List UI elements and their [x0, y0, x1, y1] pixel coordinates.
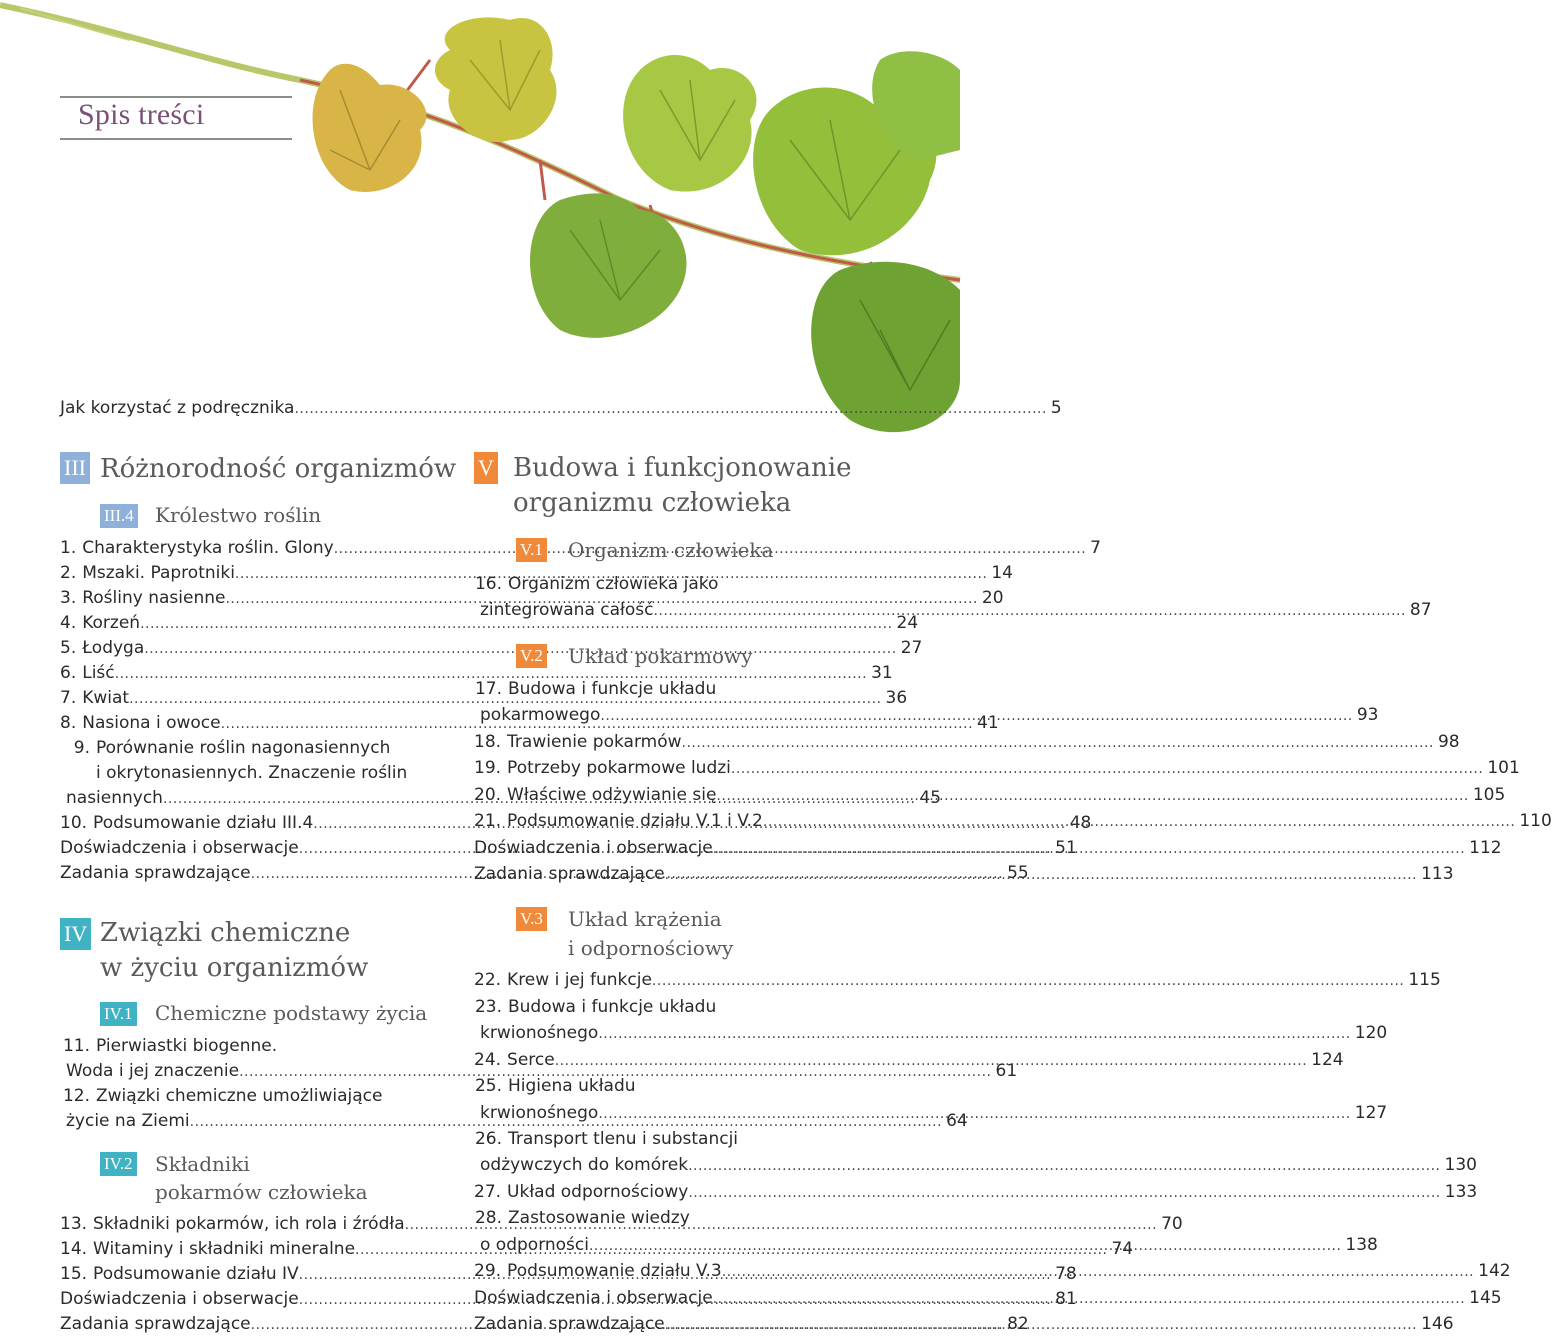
- entry-text: Potrzeby pokarmowe ludzi: [507, 758, 731, 778]
- entry-text: życie na Ziemi: [66, 1111, 190, 1131]
- entry-text: Zadania sprawdzające: [60, 1314, 251, 1334]
- toc-entry[interactable]: [474, 756, 1520, 782]
- entry-text: Witaminy i składniki mineralne: [93, 1239, 356, 1259]
- section-title-V-1: Organizm człowieka: [568, 538, 774, 562]
- part-badge-V: V: [474, 452, 498, 484]
- entry-number: 27.: [474, 1182, 502, 1202]
- entry-page: 51: [1055, 838, 1077, 858]
- entry-page: 130: [1444, 1155, 1477, 1175]
- entry-text: Mszaki. Paprotniki: [82, 563, 235, 583]
- entry-page: 87: [1409, 600, 1432, 620]
- toc-entry-line: [474, 677, 716, 702]
- entry-page: 82: [1007, 1314, 1029, 1334]
- entry-number: 21.: [474, 811, 502, 831]
- part-badge-III: III: [60, 452, 90, 484]
- part-title-III: Różnorodność organizmów: [100, 454, 457, 484]
- entry-page: 48: [1069, 813, 1092, 833]
- entry-page: 145: [1469, 1288, 1502, 1308]
- part-title-IV-line1: Związki chemiczne: [100, 918, 351, 948]
- section-badge-III-4: III.4: [100, 504, 138, 528]
- entry-text: Właściwe odżywianie się: [507, 785, 717, 805]
- entry-number: 4.: [60, 613, 77, 633]
- entry-text: zintegrowana całość: [480, 600, 654, 620]
- toc-entry[interactable]: [60, 861, 1029, 887]
- entry-text: krwionośnego: [480, 1103, 599, 1123]
- dot-leader: [665, 1312, 1417, 1338]
- dot-leader: [600, 703, 1352, 729]
- entry-number: 6.: [60, 663, 77, 683]
- toc-entry[interactable]: [60, 661, 893, 687]
- entry-text: Związki chemiczne umożliwiające: [96, 1086, 383, 1106]
- entry-page: 24: [896, 613, 919, 633]
- entry-number: 9.: [73, 738, 90, 758]
- toc-entry[interactable]: [60, 1287, 1077, 1313]
- entry-page: 138: [1345, 1235, 1378, 1255]
- toc-entry[interactable]: [60, 1312, 1029, 1338]
- entry-page: 101: [1487, 758, 1520, 778]
- toc-entry[interactable]: [474, 1153, 1477, 1179]
- entry-number: 3.: [60, 588, 77, 608]
- entry-text: Kwiat: [82, 688, 130, 708]
- entry-text: Podsumowanie działu IV: [93, 1264, 299, 1284]
- entry-page: 7: [1090, 538, 1101, 558]
- entry-text: Zadania sprawdzające: [474, 1314, 665, 1334]
- entry-text: Doświadczenia i obserwacje: [474, 838, 713, 858]
- section-title-V-2: Układ pokarmowy: [568, 644, 753, 668]
- entry-page: 93: [1356, 705, 1379, 725]
- entry-number: 10.: [60, 813, 88, 833]
- entry-page: 20: [981, 588, 1004, 608]
- entry-number: 16.: [474, 574, 502, 594]
- entry-text: Doświadczenia i obserwacje: [60, 838, 299, 858]
- toc-entry-line: [474, 1127, 738, 1152]
- title-rule-bottom: [60, 138, 292, 140]
- toc-entry-line: i okrytonasiennych. Znaczenie roślin: [96, 763, 408, 783]
- entry-number: 14.: [60, 1239, 88, 1259]
- entry-number: 7.: [60, 688, 77, 708]
- section-title-IV-1: Chemiczne podstawy życia: [155, 1001, 428, 1025]
- entry-text: Krew i jej funkcje: [507, 970, 652, 990]
- section-title-IV-2-line2: pokarmów człowieka: [155, 1180, 368, 1204]
- dot-leader: [598, 1101, 1350, 1127]
- entry-text: Porównanie roślin nagonasiennych: [96, 738, 391, 758]
- entry-page: 133: [1444, 1182, 1478, 1202]
- toc-entry-intro[interactable]: [60, 396, 1062, 422]
- entry-text: Budowa i funkcje układu: [508, 679, 717, 699]
- entry-text: Charakterystyka roślin. Glony: [82, 538, 334, 558]
- entry-page: 110: [1519, 811, 1552, 831]
- entry-number: 29.: [474, 1261, 502, 1281]
- entry-page: 113: [1421, 864, 1454, 884]
- entry-number: 5.: [60, 638, 77, 658]
- entry-text: Nasiona i owoce: [82, 713, 221, 733]
- entry-number: 24.: [474, 1050, 502, 1070]
- entry-text: Składniki pokarmów, ich rola i źródła: [93, 1214, 405, 1234]
- entry-text: Zastosowanie wiedzy: [508, 1208, 690, 1228]
- entry-text: Podsumowanie działu V.1 i V.2: [507, 811, 763, 831]
- dot-leader: [653, 598, 1405, 624]
- toc-entry[interactable]: [474, 968, 1441, 994]
- entry-page: 146: [1421, 1314, 1454, 1334]
- dot-leader: [763, 809, 1515, 835]
- toc-entry[interactable]: [474, 1180, 1478, 1206]
- toc-entry-line: [474, 572, 718, 597]
- entry-number: 22.: [474, 970, 502, 990]
- toc-entry-line: [474, 1206, 690, 1231]
- dot-leader: [652, 968, 1404, 994]
- entry-page: 78: [1055, 1264, 1077, 1284]
- entry-number: 28.: [474, 1208, 502, 1228]
- entry-text: Trawienie pokarmów: [507, 732, 682, 752]
- entry-text: Liść: [82, 663, 115, 683]
- entry-number: 1.: [60, 538, 77, 558]
- leaf-icon: [623, 55, 756, 192]
- entry-text: Budowa i funkcje układu: [508, 997, 717, 1017]
- entry-number: 11.: [62, 1036, 90, 1056]
- entry-page: 64: [946, 1111, 968, 1131]
- part-title-IV-line2: w życiu organizmów: [100, 953, 369, 983]
- toc-entry-line: [474, 1074, 636, 1099]
- entry-text: Korzeń: [82, 613, 141, 633]
- entry-number: 15.: [60, 1264, 88, 1284]
- entry-text: Transport tlenu i substancji: [508, 1129, 739, 1149]
- entry-number: 12.: [62, 1086, 90, 1106]
- section-title-III-4: Królestwo roślin: [155, 503, 322, 527]
- entry-number: 19.: [474, 758, 502, 778]
- grapevine-illustration: [0, 0, 960, 450]
- toc-entry-line: [60, 1034, 277, 1059]
- entry-text: Układ odpornościowy: [507, 1182, 689, 1202]
- entry-page: 27: [900, 638, 923, 658]
- entry-text: nasiennych: [66, 788, 163, 808]
- entry-number: 13.: [60, 1214, 88, 1234]
- entry-text: Jak korzystać z podręcznika: [60, 398, 295, 418]
- entry-text: Zadania sprawdzające: [60, 863, 251, 883]
- entry-page: 45: [919, 788, 942, 808]
- entry-text: Zadania sprawdzające: [474, 864, 665, 884]
- entry-page: 112: [1469, 838, 1502, 858]
- entry-text: Doświadczenia i obserwacje: [474, 1288, 713, 1308]
- part-badge-IV: IV: [60, 918, 91, 950]
- entry-text: Pierwiastki biogenne.: [96, 1036, 278, 1056]
- dot-leader: [716, 783, 1468, 809]
- entry-page: 127: [1354, 1103, 1388, 1123]
- entry-page: 41: [977, 713, 999, 733]
- entry-text: Doświadczenia i obserwacje: [60, 1289, 299, 1309]
- entry-number: 23.: [474, 997, 502, 1017]
- leaf-icon: [313, 64, 427, 192]
- dot-leader: [722, 1259, 1474, 1285]
- dot-leader: [294, 396, 1046, 422]
- part-title-V-line2: organizmu człowieka: [513, 488, 792, 518]
- entry-text: Podsumowanie działu V.3: [507, 1261, 722, 1281]
- entry-text: Higiena układu: [508, 1076, 636, 1096]
- section-badge-V-3: V.3: [516, 907, 547, 931]
- entry-number: 18.: [474, 732, 502, 752]
- entry-page: 115: [1408, 970, 1441, 990]
- entry-text: Rośliny nasienne: [82, 588, 226, 608]
- entry-page: 105: [1472, 785, 1506, 805]
- section-title-V-3-line1: Układ krążenia: [568, 907, 722, 931]
- dot-leader: [688, 1153, 1440, 1179]
- entry-text: odżywczych do komórek: [480, 1155, 689, 1175]
- dot-leader: [665, 862, 1417, 888]
- toc-entry-line: [474, 995, 716, 1020]
- entry-number: 26.: [474, 1129, 502, 1149]
- toc-entry[interactable]: [60, 836, 1077, 862]
- entry-page: 74: [1111, 1239, 1134, 1259]
- entry-number: 2.: [60, 563, 77, 583]
- toc-entry[interactable]: [474, 1021, 1388, 1047]
- section-badge-IV-1: IV.1: [100, 1002, 137, 1026]
- dot-leader: [598, 1021, 1350, 1047]
- toc-entry[interactable]: [474, 730, 1460, 756]
- entry-page: 124: [1311, 1050, 1344, 1070]
- section-title-IV-2-line1: Składniki: [155, 1152, 250, 1176]
- section-badge-V-2: V.2: [516, 644, 547, 668]
- section-badge-V-1: V.1: [516, 538, 547, 562]
- page-title: Spis treści: [78, 98, 205, 131]
- entry-page: 5: [1050, 398, 1062, 418]
- dot-leader: [731, 756, 1483, 782]
- dot-leader: [713, 836, 1465, 862]
- toc-entry-line: [60, 1084, 382, 1109]
- dot-leader: [688, 1180, 1440, 1206]
- entry-page: 55: [1007, 863, 1029, 883]
- section-badge-IV-2: IV.2: [100, 1152, 137, 1176]
- entry-number: 8.: [60, 713, 77, 733]
- entry-text: Woda i jej znaczenie: [66, 1061, 240, 1081]
- dot-leader: [713, 1286, 1465, 1312]
- entry-page: 142: [1478, 1261, 1511, 1281]
- entry-page: 36: [885, 688, 908, 708]
- entry-page: 61: [995, 1061, 1018, 1081]
- entry-number: 20.: [474, 785, 502, 805]
- entry-page: 14: [991, 563, 1013, 583]
- dot-leader: [555, 1048, 1307, 1074]
- toc-entry[interactable]: [60, 611, 919, 637]
- entry-text: Łodyga: [82, 638, 145, 658]
- dot-leader: [682, 730, 1434, 756]
- entry-text: Podsumowanie działu III.4: [93, 813, 314, 833]
- entry-number: 25.: [474, 1076, 502, 1096]
- entry-text: pokarmowego: [480, 705, 601, 725]
- entry-page: 120: [1354, 1023, 1388, 1043]
- entry-number: 17.: [474, 679, 502, 699]
- entry-page: 98: [1437, 732, 1460, 752]
- entry-text: Organizm człowieka jako: [508, 574, 719, 594]
- entry-page: 81: [1055, 1289, 1077, 1309]
- part-title-V-line1: Budowa i funkcjonowanie: [513, 453, 852, 483]
- entry-page: 31: [871, 663, 893, 683]
- toc-entry-line: [60, 736, 390, 761]
- entry-text: Serce: [507, 1050, 555, 1070]
- entry-text: o odporności: [480, 1235, 589, 1255]
- entry-page: 70: [1161, 1214, 1183, 1234]
- dot-leader: [589, 1233, 1341, 1259]
- entry-text: krwionośnego: [480, 1023, 599, 1043]
- section-title-V-3-line2: i odpornościowy: [568, 936, 734, 960]
